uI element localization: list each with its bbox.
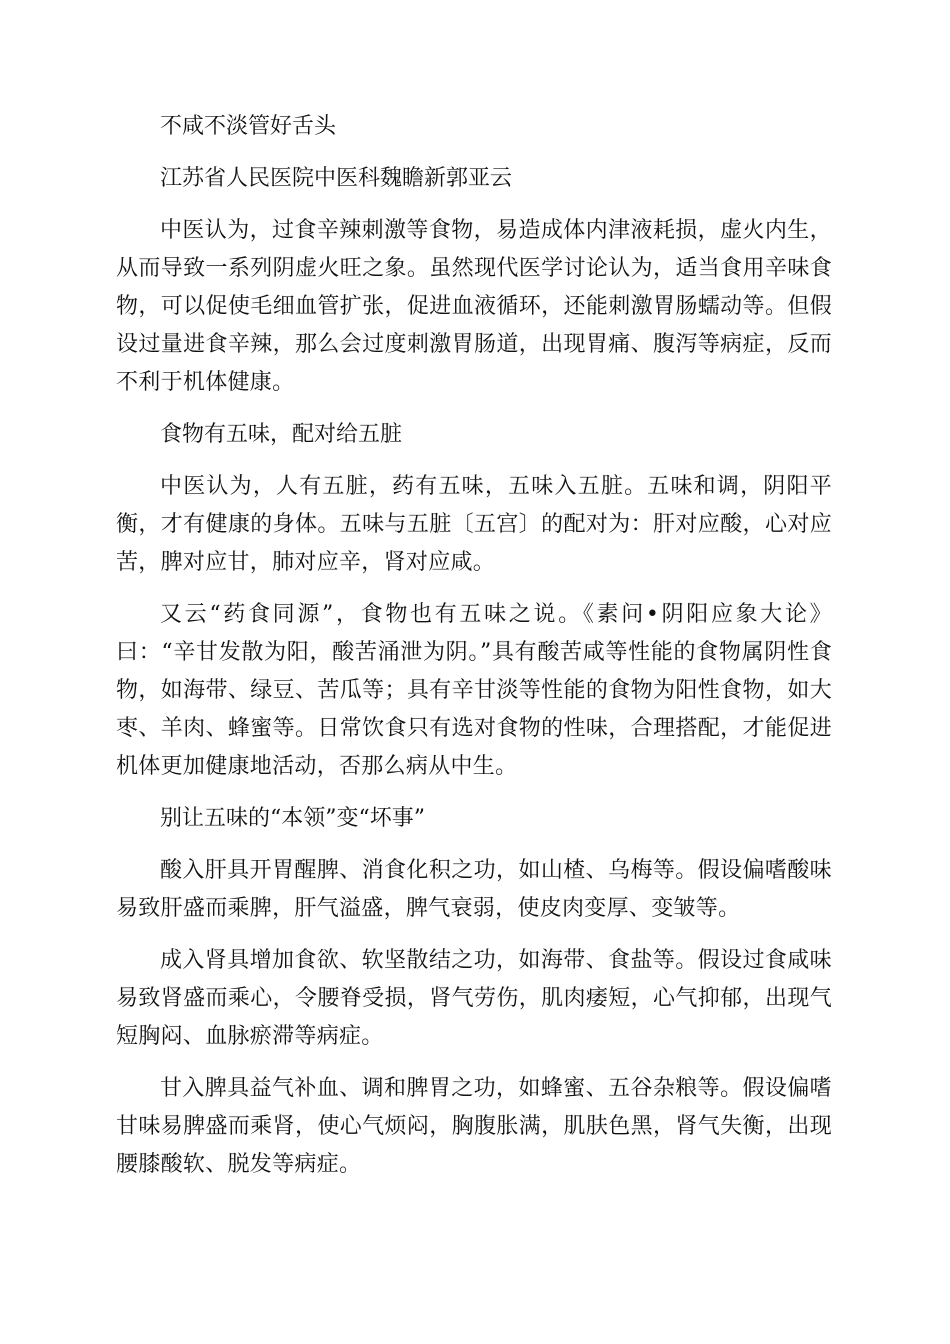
spacer [116,146,832,160]
section-heading-abilities: 别让五味的“本领”变“坏事” [160,806,425,831]
document-body [116,108,832,1184]
paragraph-salty: 成入肾具增加食欲、软坚散结之功，如海带、食盐等。假设过食咸味易致肾盛而乘心，令腰脊受损，肾气劳伤，肌肉痿短，心气抑郁，出现气短胸闷、血脉瘀滞等病症。 [116,948,832,1049]
spacer [116,1056,832,1070]
spacer [116,402,832,416]
paragraph-sweet: 甘入脾具益气补血、调和脾胃之功，如蜂蜜、五谷杂粮等。假设偏嗜甘味易脾盛而乘肾，使心气烦闷，胸腹胀满，肌肤色黑，肾气失衡，出现腰膝酸软、脱发等病症。 [116,1076,832,1177]
section-heading-five-flavors: 食物有五味，配对给五脏 [160,422,403,447]
spacer [116,928,832,942]
paragraph-intro: 中医认为，过食辛辣刺激等食物，易造成体内津液耗损，虚火内生，从而导致一系列阴虚火旺之象。虽然现代医学讨论认为，适当食用辛味食物，可以促使毛细血管扩张，促进血液循环，还能刺激胃肠蠕动等。但假设过量进食辛辣，那么会过度刺激胃肠道，出现胃痛、腹泻等病症，反而不利于机体健康。 [116,218,832,395]
spacer [116,838,832,852]
paragraph-sour: 酸入肝具开胃醒脾、消食化积之功，如山楂、乌梅等。假设偏嗜酸味易致肝盛而乘脾，肝气溢盛，脾气衰弱，使皮肉变厚、变皱等。 [116,858,832,921]
paragraph-five-organs: 中医认为，人有五脏，药有五味，五味入五脏。五味和调，阴阳平衡，才有健康的身体。五味与五脏〔五宫〕的配对为：肝对应酸，心对应苦，脾对应甘，肺对应辛，肾对应咸。 [116,474,832,575]
author-line: 江苏省人民医院中医科魏瞻新郭亚云 [160,166,513,191]
paragraph-food-origin: 又云“药食同源”，食物也有五味之说。《素问•阴阳应象大论》曰：“辛甘发散为阳，酸苦涌泄为阴。”具有酸苦咸等性能的食物属阴性食物，如海带、绿豆、苦瓜等；具有辛甘淡等性能的食物为阳性食物，如大枣、羊肉、蜂蜜等。日常饮食只有选对食物的性味，合理搭配，才能促进机体更加健康地活动，否那么病从中生。 [116,602,832,779]
spacer [116,454,832,468]
document-title: 不咸不淡管好舌头 [160,114,337,139]
spacer [116,786,832,800]
spacer [116,582,832,596]
spacer [116,198,832,212]
